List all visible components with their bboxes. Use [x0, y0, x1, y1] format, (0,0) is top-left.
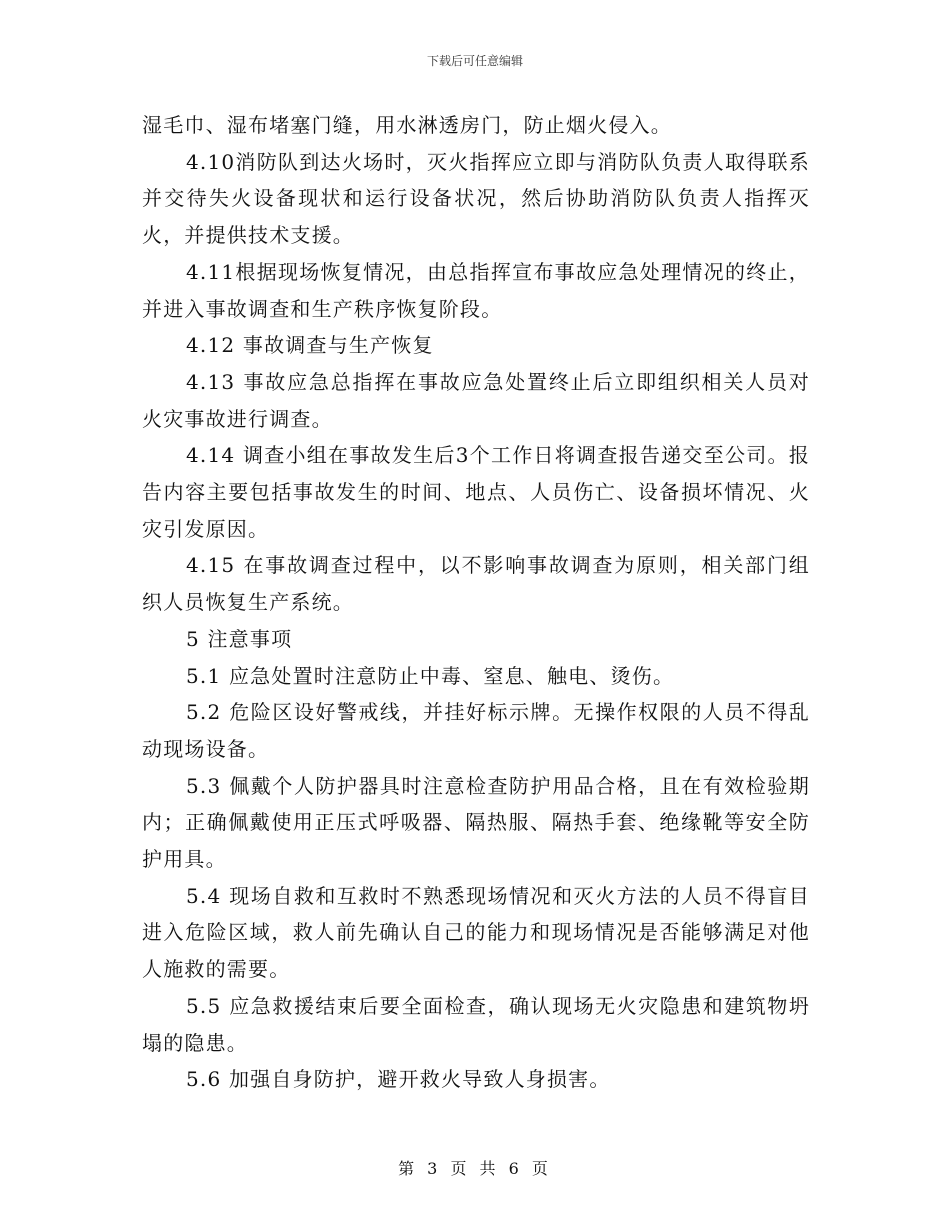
section-heading: 4.12 事故调查与生产恢复 — [186, 333, 434, 358]
page-header: 下载后可任意编辑 — [426, 54, 523, 68]
paragraph: 4.13 事故应急总指挥在事故应急处置终止后立即组织相关人员对火灾事故进行调查。 — [142, 369, 810, 431]
paragraph: 4.10消防队到达火场时，灭火指挥应立即与消防队负责人取得联系并交待失火设备现状和运行设备状况，然后协助消防队负责人指挥灭火，并提供技术支援。 — [142, 149, 810, 248]
paragraph: 5.3 佩戴个人防护器具时注意检查防护用品合格，且在有效检验期内；正确佩戴使用正压式呼吸器、隔热服、隔热手套、绝缘靴等安全防护用具。 — [142, 773, 810, 872]
paragraph: 4.15 在事故调查过程中，以不影响事故调查为原则，相关部门组织人员恢复生产系统。 — [142, 553, 810, 615]
paragraph: 5.4 现场自救和互救时不熟悉现场情况和灭火方法的人员不得盲目进入危险区域，救人前先确认自己的能力和现场情况是否能够满足对他人施救的需要。 — [142, 883, 810, 982]
document-body — [142, 107, 810, 1098]
paragraph: 湿毛巾、湿布堵塞门缝，用水淋透房门，防止烟火侵入。 — [142, 113, 672, 137]
paragraph: 5.5 应急救援结束后要全面检查，确认现场无火灾隐患和建筑物坍塌的隐患。 — [142, 993, 810, 1055]
page-footer: 第 3 页 共 6 页 — [398, 1159, 552, 1178]
paragraph: 5.2 危险区设好警戒线，并挂好标示牌。无操作权限的人员不得乱动现场设备。 — [142, 700, 810, 761]
paragraph: 5.1 应急处置时注意防止中毒、窒息、触电、烫伤。 — [186, 663, 675, 688]
paragraph: 4.11根据现场恢复情况，由总指挥宣布事故应急处理情况的终止，并进入事故调查和生产秩序恢复阶段。 — [142, 259, 810, 321]
paragraph: 5.6 加强自身防护，避开救火导致人身损害。 — [186, 1067, 611, 1092]
section-heading: 5 注意事项 — [186, 626, 293, 651]
paragraph: 4.14 调查小组在事故发生后3个工作日将调查报告递交至公司。报告内容主要包括事故发生的时间、地点、人员伤亡、设备损坏情况、火灾引发原因。 — [142, 443, 810, 541]
